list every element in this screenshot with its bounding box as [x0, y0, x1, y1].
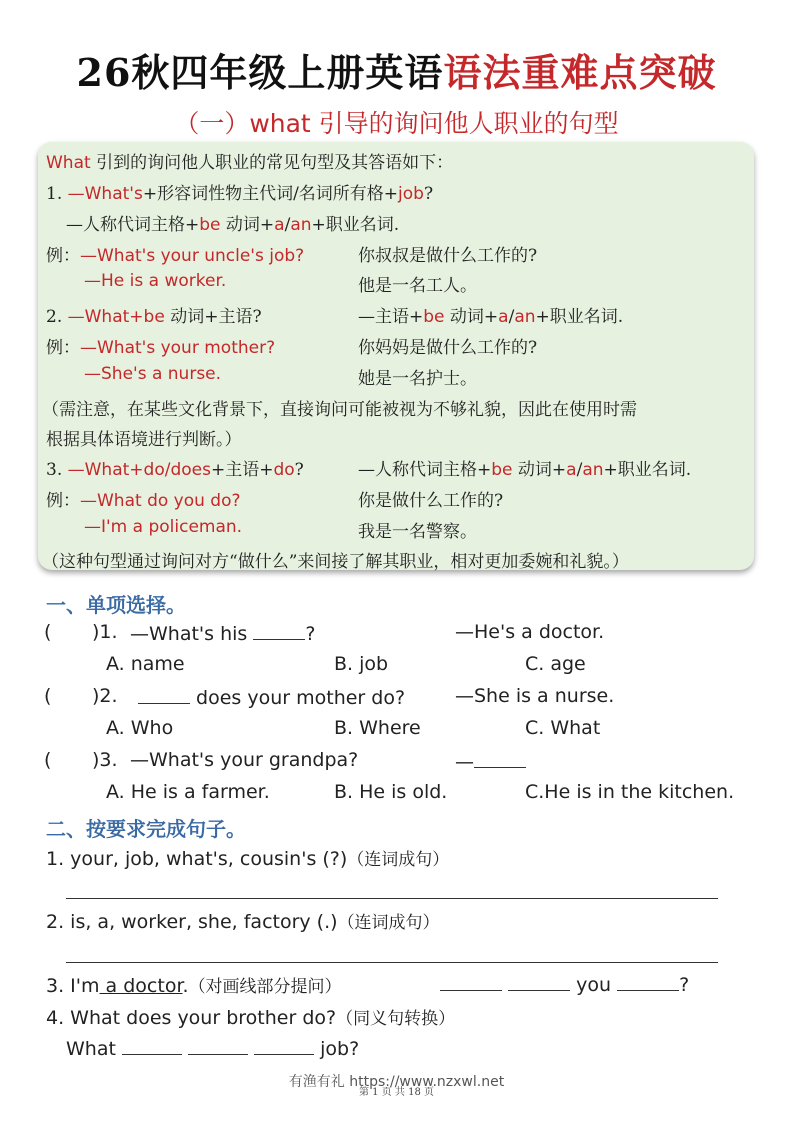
pattern-part: be [199, 215, 221, 235]
example-1-question [46, 241, 304, 266]
q2-paren: ( [44, 685, 52, 707]
watermark: 有渔有礼 https://www.nzxwl.net [288, 1074, 505, 1090]
pattern-number: 2. [46, 307, 68, 327]
example-1-answer [84, 271, 226, 291]
example-2-answer [84, 364, 221, 384]
pattern-3-answer [358, 455, 691, 480]
pattern-part: 动词+ [220, 215, 275, 235]
pattern-part: +形容词性物主代词/名词所有格+ [142, 184, 399, 204]
s2-item-4-hint: （同义句转换） [336, 1009, 456, 1029]
example-english: —I'm a policeman. [84, 517, 243, 537]
pattern-part: +主语+ [210, 460, 274, 480]
s2-item-1-answer-line[interactable] [66, 898, 718, 899]
pattern-part: —主语+ [358, 307, 424, 327]
q2-option-b[interactable]: B. Where [334, 717, 421, 739]
grammar-intro [46, 148, 453, 173]
pattern-part: / [576, 460, 583, 480]
pattern-part: be [491, 460, 513, 480]
q1-stem [130, 621, 315, 645]
example-english: —What's your mother? [80, 338, 276, 358]
pattern-part: —人称代词主格+ [66, 215, 200, 235]
q1-reply: —He's a doctor. [455, 621, 605, 643]
q3-reply-dash: — [455, 751, 474, 773]
pattern-part: 动词+ [512, 460, 567, 480]
s2-item-3-hint: （对画线部分提问） [188, 977, 342, 997]
s2-item-3 [46, 972, 342, 997]
s2-item-3-blank-2[interactable] [508, 972, 570, 991]
q2-option-a[interactable]: A. Who [106, 717, 174, 739]
example-3-answer-cn: 我是一名警察。 [358, 522, 477, 542]
pattern-part: ? [294, 460, 304, 480]
pattern-part: —What+be [67, 307, 165, 327]
s2-item-4-answer-start: What [66, 1038, 116, 1060]
s2-item-4-blank-1[interactable] [122, 1036, 182, 1055]
title-part-red: 语法重难点突破 [443, 50, 717, 95]
q3-option-c[interactable]: C.He is in the kitchen. [525, 781, 735, 803]
s2-item-3-end: . [182, 975, 189, 997]
q2-stem [138, 685, 405, 709]
example-3-answer [84, 517, 242, 537]
pattern-part: ? [423, 184, 434, 204]
s2-item-3-text: 3. I'm [46, 975, 100, 997]
pattern-part: +职业名词. [603, 460, 692, 480]
example-3-question [46, 486, 241, 511]
pattern-part: be [423, 307, 445, 327]
q1-stem-text: —What's his [130, 623, 248, 645]
pattern-part: 动词+主语? [164, 307, 262, 327]
q1-stem-end: ? [305, 623, 316, 645]
pattern-part: +职业名词. [535, 307, 624, 327]
s2-item-4-blank-3[interactable] [254, 1036, 314, 1055]
q3-stem: —What's your grandpa? [130, 749, 359, 771]
q2-option-c[interactable]: C. What [525, 717, 601, 739]
s2-item-3-blank-1[interactable] [440, 972, 502, 991]
s2-item-3-blank-3[interactable] [617, 972, 679, 991]
q3-number: )3. [92, 749, 118, 771]
example-english: —What do you do? [80, 491, 241, 511]
pattern-part: 动词+ [444, 307, 499, 327]
example-label: 例： [46, 246, 80, 266]
example-english: —What's your uncle's job? [80, 246, 305, 266]
example-english: —She's a nurse. [84, 364, 222, 384]
pattern-part: a [498, 307, 509, 327]
example-2-question [46, 333, 275, 358]
example-1-question-cn: 你叔叔是做什么工作的? [358, 246, 538, 266]
note-1-line-2: 根据具体语境进行判断。） [46, 430, 242, 450]
title-part-black: 26秋四年级上册英语 [76, 50, 444, 95]
example-label: 例： [46, 338, 80, 358]
intro-text: 引到的询问他人职业的常见句型及其答语如下： [90, 153, 454, 173]
pattern-part: / [284, 215, 291, 235]
pattern-part: —What+do/does [67, 460, 211, 480]
s2-item-4-blank-2[interactable] [188, 1036, 248, 1055]
pattern-number: 1. [46, 184, 68, 204]
page-number: 第 1 页 共 18 页 [359, 1087, 434, 1098]
example-2-answer-cn: 她是一名护士。 [358, 369, 477, 389]
pattern-part: —What's [67, 184, 143, 204]
note-1-line-1: （需注意，在某些文化背景下，直接询问可能被视为不够礼貌，因此在使用时需 [42, 400, 637, 420]
s2-item-1-text: 1. your, job, what's, cousin's (?) [46, 848, 348, 870]
q1-number: )1. [92, 621, 118, 643]
note-2: （这种句型通过询问对方“做什么”来间接了解其职业，相对更加委婉和礼貌。） [42, 552, 629, 572]
page-subtitle: （一）what 引导的询问他人职业的句型 [174, 109, 619, 138]
q3-blank[interactable] [474, 749, 526, 768]
q2-blank[interactable] [138, 685, 190, 704]
intro-keyword: What [46, 153, 91, 173]
q3-paren: ( [44, 749, 52, 771]
s2-item-4-answer [66, 1036, 359, 1060]
pattern-part: —人称代词主格+ [358, 460, 492, 480]
q1-paren: ( [44, 621, 52, 643]
pattern-part: do [273, 460, 295, 480]
q3-option-a[interactable]: A. He is a farmer. [106, 781, 270, 803]
page-title [0, 42, 793, 97]
q1-option-a[interactable]: A. name [106, 653, 185, 675]
pattern-1-answer [66, 210, 399, 235]
pattern-number: 3. [46, 460, 68, 480]
q1-blank[interactable] [253, 621, 305, 640]
s2-item-2-hint: （连词成句） [337, 913, 440, 933]
q1-option-c[interactable]: C. age [525, 653, 586, 675]
s2-item-3-answer [440, 972, 689, 996]
pattern-part: job [398, 184, 424, 204]
pattern-1-question [46, 179, 433, 204]
pattern-2-question [46, 302, 262, 327]
q2-stem-text: does your mother do? [196, 687, 406, 709]
pattern-part: +职业名词. [311, 215, 400, 235]
s2-item-2-text: 2. is, a, worker, she, factory (.) [46, 911, 338, 933]
section-1-heading: 一、单项选择。 [46, 593, 186, 617]
example-3-question-cn: 你是做什么工作的? [358, 491, 504, 511]
q2-number: )2. [92, 685, 118, 707]
s2-item-2 [46, 908, 440, 933]
pattern-part: a [274, 215, 285, 235]
q3-option-b[interactable]: B. He is old. [334, 781, 448, 803]
pattern-2-answer [358, 302, 623, 327]
pattern-part: / [508, 307, 515, 327]
s2-item-3-underlined: a doctor [99, 975, 183, 997]
s2-item-4-text: 4. What does your brother do? [46, 1007, 337, 1029]
pattern-part: an [582, 460, 604, 480]
s2-item-1 [46, 845, 449, 870]
example-english: —He is a worker. [84, 271, 227, 291]
s2-item-1-hint: （连词成句） [347, 850, 450, 870]
q1-option-b[interactable]: B. job [334, 653, 389, 675]
section-2-heading: 二、按要求完成句子。 [46, 817, 246, 841]
pattern-part: an [290, 215, 312, 235]
example-2-question-cn: 你妈妈是做什么工作的? [358, 338, 538, 358]
s2-item-3-answer-word: you [576, 974, 612, 996]
pattern-part: a [566, 460, 577, 480]
q2-reply: —She is a nurse. [455, 685, 615, 707]
example-1-answer-cn: 他是一名工人。 [358, 276, 477, 296]
s2-item-3-answer-end: ? [679, 974, 690, 996]
pattern-part: an [514, 307, 536, 327]
pattern-3-question [46, 455, 304, 480]
example-label: 例： [46, 491, 80, 511]
s2-item-4 [46, 1004, 455, 1029]
q3-reply [455, 749, 526, 773]
s2-item-4-answer-end: job? [320, 1038, 360, 1060]
s2-item-2-answer-line[interactable] [66, 962, 718, 963]
